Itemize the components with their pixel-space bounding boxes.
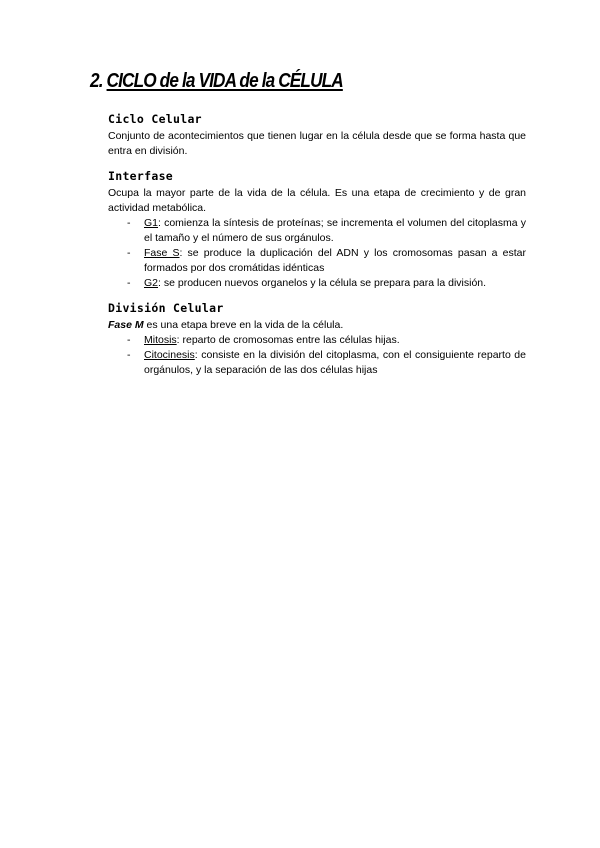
section-division-celular bbox=[108, 301, 526, 378]
dash-bullet: - bbox=[127, 277, 131, 289]
lead-term: Fase M bbox=[108, 319, 144, 331]
term: Mitosis bbox=[144, 334, 177, 346]
dash-bullet: - bbox=[127, 334, 131, 346]
dash-bullet: - bbox=[127, 247, 131, 259]
list-item bbox=[127, 348, 526, 378]
section-heading: Ciclo Celular bbox=[108, 112, 202, 126]
division-list bbox=[108, 333, 526, 378]
section-heading: Interfase bbox=[108, 169, 174, 183]
page-title bbox=[90, 70, 343, 93]
definition: : reparto de cromosomas entre las células hijas. bbox=[176, 334, 400, 346]
term: Citocinesis bbox=[144, 349, 195, 361]
term: G2 bbox=[144, 277, 159, 289]
list-item bbox=[127, 333, 526, 348]
section-paragraph bbox=[108, 318, 526, 333]
term: G1 bbox=[144, 217, 159, 229]
title-number: 2. bbox=[90, 70, 103, 92]
definition: : se producen nuevos organelos y la célula se prepara para la división. bbox=[158, 277, 487, 289]
term: Fase S bbox=[144, 247, 180, 259]
document-body bbox=[108, 112, 526, 388]
phase-list bbox=[108, 216, 526, 291]
title-text: CICLO de la VIDA de la CÉLULA bbox=[106, 70, 343, 92]
section-ciclo-celular bbox=[108, 112, 526, 159]
lead-text: es una etapa breve en la vida de la célula. bbox=[143, 319, 344, 331]
dash-bullet: - bbox=[127, 349, 131, 361]
definition: : se produce la duplicación del ADN y los cromosomas pasan a estar formados por dos cromátidas idénticas bbox=[144, 247, 526, 274]
list-item bbox=[127, 276, 526, 291]
definition: : consiste en la división del citoplasma, con el consiguiente reparto de orgánulos, y la separación de las dos células hijas bbox=[144, 349, 526, 376]
list-item bbox=[127, 216, 526, 246]
dash-bullet: - bbox=[127, 217, 131, 229]
definition: : comienza la síntesis de proteínas; se incrementa el volumen del citoplasma y el tamaño y el número de sus orgánulos. bbox=[144, 217, 526, 244]
list-item bbox=[127, 246, 526, 276]
section-paragraph: Conjunto de acontecimientos que tienen lugar en la célula desde que se forma hasta que entra en división. bbox=[108, 130, 526, 157]
section-heading: División Celular bbox=[108, 301, 224, 315]
section-paragraph: Ocupa la mayor parte de la vida de la célula. Es una etapa de crecimiento y de gran actividad metabólica. bbox=[108, 187, 526, 214]
section-interfase bbox=[108, 169, 526, 291]
